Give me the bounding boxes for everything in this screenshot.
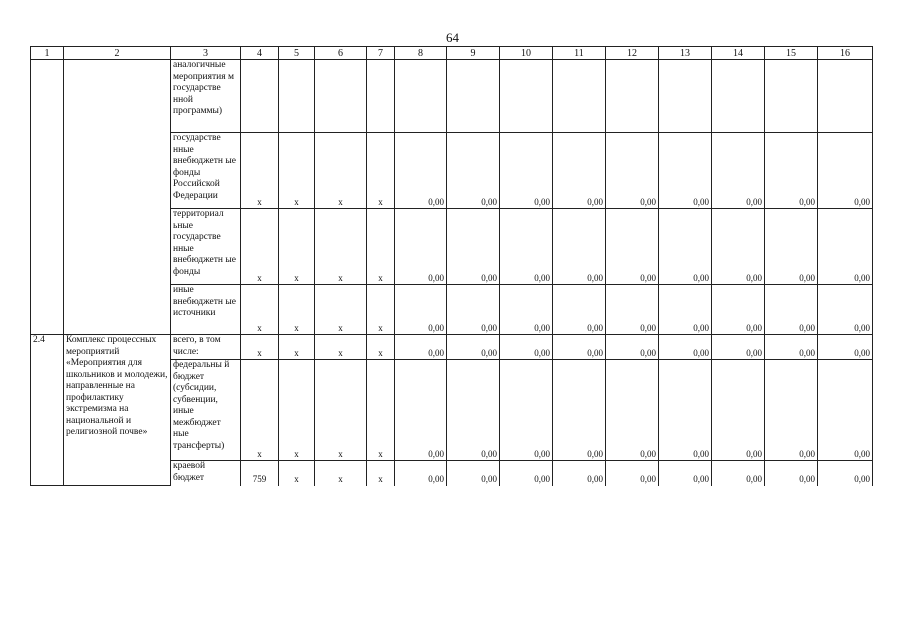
code-cell: х	[279, 133, 315, 209]
code-cell: х	[241, 133, 279, 209]
code-cell: х	[315, 209, 367, 285]
column-header: 4	[241, 47, 279, 60]
code-cell: х	[279, 285, 315, 335]
value-cell: 0,00	[818, 360, 873, 461]
code-cell: х	[241, 285, 279, 335]
column-header: 1	[31, 47, 64, 60]
column-header: 5	[279, 47, 315, 60]
value-cell: 0,00	[765, 360, 818, 461]
code-cell: х	[315, 335, 367, 360]
row-number-cell	[31, 60, 64, 335]
value-cell	[606, 60, 659, 133]
funding-source-cell: государстве нные внебюджетн ые фонды Российской Федерации	[171, 133, 241, 209]
value-cell: 0,00	[606, 209, 659, 285]
column-header: 13	[659, 47, 712, 60]
header-row	[31, 47, 873, 60]
code-cell: х	[279, 360, 315, 461]
funding-source-cell: краевой бюджет	[171, 461, 241, 486]
funding-source-cell: аналогичные мероприятия м государстве нной программы)	[171, 60, 241, 133]
code-cell: х	[367, 209, 395, 285]
value-cell: 0,00	[553, 461, 606, 486]
code-cell	[241, 60, 279, 133]
value-cell: 0,00	[818, 133, 873, 209]
code-cell: х	[279, 461, 315, 486]
value-cell: 0,00	[712, 461, 765, 486]
code-cell: х	[279, 335, 315, 360]
value-cell: 0,00	[553, 360, 606, 461]
column-header: 14	[712, 47, 765, 60]
column-header: 2	[64, 47, 171, 60]
value-cell: 0,00	[447, 133, 500, 209]
event-name-cell	[64, 60, 171, 335]
value-cell: 0,00	[765, 209, 818, 285]
value-cell	[712, 60, 765, 133]
value-cell: 0,00	[606, 285, 659, 335]
value-cell: 0,00	[500, 285, 553, 335]
value-cell: 0,00	[606, 461, 659, 486]
code-cell	[367, 60, 395, 133]
column-header: 3	[171, 47, 241, 60]
code-cell: х	[315, 285, 367, 335]
table-body	[31, 47, 873, 486]
value-cell: 0,00	[659, 209, 712, 285]
value-cell: 0,00	[712, 285, 765, 335]
value-cell: 0,00	[606, 360, 659, 461]
value-cell: 0,00	[553, 335, 606, 360]
code-cell: х	[367, 335, 395, 360]
table-row	[31, 60, 873, 133]
value-cell: 0,00	[447, 285, 500, 335]
value-cell: 0,00	[712, 133, 765, 209]
value-cell: 0,00	[447, 461, 500, 486]
value-cell: 0,00	[818, 335, 873, 360]
page-number: 64	[446, 30, 459, 45]
value-cell: 0,00	[606, 335, 659, 360]
value-cell: 0,00	[395, 360, 447, 461]
value-cell: 0,00	[447, 209, 500, 285]
value-cell: 0,00	[500, 133, 553, 209]
code-cell	[279, 60, 315, 133]
code-cell	[315, 60, 367, 133]
value-cell: 0,00	[765, 285, 818, 335]
value-cell: 0,00	[659, 461, 712, 486]
column-header: 6	[315, 47, 367, 60]
funding-source-cell: иные внебюджетн ые источники	[171, 285, 241, 335]
column-header: 11	[553, 47, 606, 60]
code-cell: х	[241, 360, 279, 461]
value-cell: 0,00	[659, 360, 712, 461]
value-cell: 0,00	[765, 461, 818, 486]
code-cell: х	[315, 133, 367, 209]
value-cell	[818, 60, 873, 133]
value-cell: 0,00	[818, 285, 873, 335]
table-row	[31, 335, 873, 360]
value-cell: 0,00	[395, 461, 447, 486]
value-cell: 0,00	[395, 285, 447, 335]
value-cell	[553, 60, 606, 133]
value-cell: 0,00	[606, 133, 659, 209]
value-cell: 0,00	[500, 335, 553, 360]
value-cell: 0,00	[818, 461, 873, 486]
value-cell: 0,00	[818, 209, 873, 285]
value-cell: 0,00	[712, 209, 765, 285]
value-cell	[395, 60, 447, 133]
value-cell: 0,00	[553, 209, 606, 285]
code-cell: 759	[241, 461, 279, 486]
value-cell: 0,00	[765, 335, 818, 360]
value-cell: 0,00	[553, 133, 606, 209]
value-cell: 0,00	[659, 285, 712, 335]
value-cell: 0,00	[500, 360, 553, 461]
value-cell: 0,00	[500, 209, 553, 285]
funding-source-cell: федеральны й бюджет (субсидии, субвенции, иные межбюджет ные трансферты)	[171, 360, 241, 461]
column-header: 8	[395, 47, 447, 60]
code-cell: х	[367, 133, 395, 209]
value-cell: 0,00	[395, 335, 447, 360]
value-cell: 0,00	[765, 133, 818, 209]
column-header: 7	[367, 47, 395, 60]
budget-table	[30, 46, 873, 486]
code-cell: х	[367, 461, 395, 486]
column-header: 9	[447, 47, 500, 60]
value-cell	[765, 60, 818, 133]
value-cell: 0,00	[395, 209, 447, 285]
value-cell	[447, 60, 500, 133]
code-cell: х	[241, 209, 279, 285]
funding-source-cell: территориал ьные государстве нные внебюджетн ые фонды	[171, 209, 241, 285]
value-cell: 0,00	[500, 461, 553, 486]
value-cell: 0,00	[395, 133, 447, 209]
column-header: 12	[606, 47, 659, 60]
value-cell: 0,00	[553, 285, 606, 335]
code-cell: х	[367, 360, 395, 461]
code-cell: х	[315, 461, 367, 486]
code-cell: х	[241, 335, 279, 360]
column-header: 10	[500, 47, 553, 60]
value-cell	[659, 60, 712, 133]
column-header: 15	[765, 47, 818, 60]
code-cell: х	[315, 360, 367, 461]
value-cell: 0,00	[447, 335, 500, 360]
value-cell	[500, 60, 553, 133]
value-cell: 0,00	[659, 335, 712, 360]
value-cell: 0,00	[712, 360, 765, 461]
event-name-cell: Комплекс процессных мероприятий «Мероприятия для школьников и молодежи, направленные на профилактику экстремизма на национальной и религиозной почве»	[64, 335, 171, 486]
code-cell: х	[279, 209, 315, 285]
column-header: 16	[818, 47, 873, 60]
funding-source-cell: всего, в том числе:	[171, 335, 241, 360]
row-number-cell: 2.4	[31, 335, 64, 486]
value-cell: 0,00	[447, 360, 500, 461]
code-cell: х	[367, 285, 395, 335]
value-cell: 0,00	[712, 335, 765, 360]
value-cell: 0,00	[659, 133, 712, 209]
